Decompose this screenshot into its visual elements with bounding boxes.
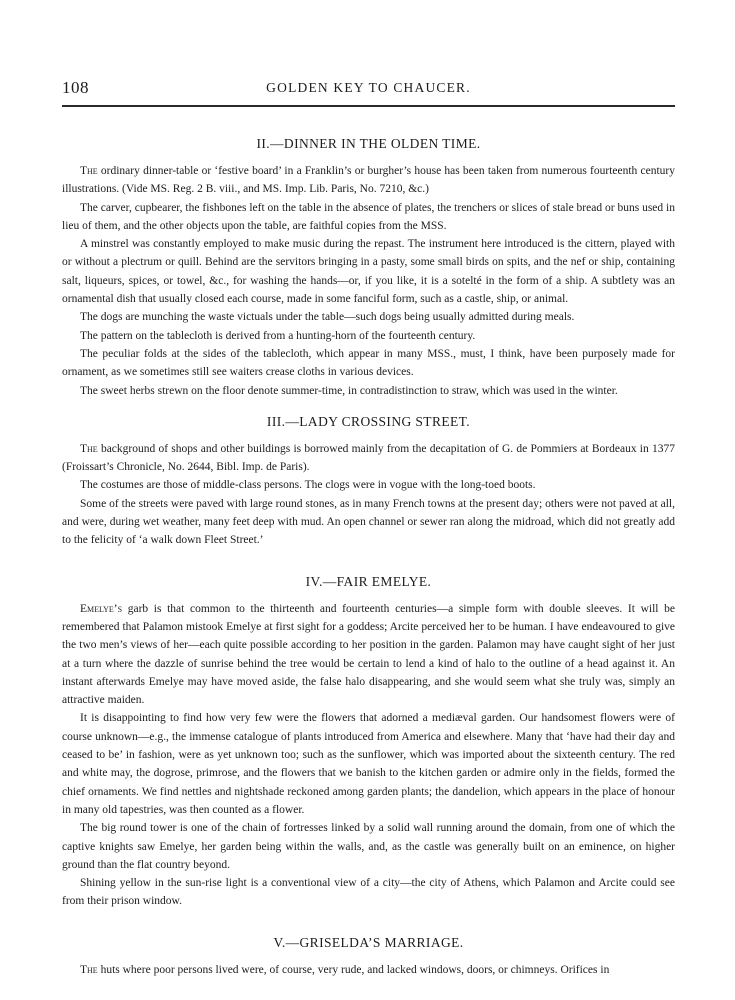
- page-number: 108: [62, 78, 89, 97]
- header-rule: [62, 105, 675, 107]
- paragraph: The ordinary dinner-table or ‘festive board’ in a Franklin’s or burgher’s house has been taken from numerous fourteenth century illustrations. (Vide MS. Reg. 2 B. viii., and MS. Imp. Lib. Paris, No. 7210, &c.): [62, 165, 675, 196]
- paragraph: The pattern on the tablecloth is derived from a hunting-horn of the fourteenth century.: [80, 329, 476, 342]
- paragraph: A minstrel was constantly employed to make music during the repast. The instrument here introduced is the cittern, played with or without a plectrum or quill. Behind are the servitors bringing in a pasty, some small birds on spits, and the nef or ship, containing salt, liqueurs, spices, or towel, &c., for washing the hands—or, if you like, it is a sotelté in the form of a ship. A subtlety was an ornamental dish that usually closed each course, made in some fanciful form, such as a castle, ship, or animal.: [62, 238, 675, 306]
- section-lady-crossing-street: [62, 414, 675, 550]
- page-body: [62, 120, 675, 979]
- section-heading: V.—GRISELDA’S MARRIAGE.: [273, 934, 464, 950]
- paragraph: Emelye’s garb is that common to the thirteenth and fourteenth centuries—a simple form with double sleeves. It will be remembered that Palamon mistook Emelye at first sight for a goddess; Arcite perceived her to be human. I have endeavoured to give the two men’s views of her—each quite possible according to her position in the garden. Palamon may have caught sight of her just at a turn where the dazzle of sunrise behind the tree would be certain to lend a kind of halo to the outline of a head against it. An instant afterwards Emelye may have moved aside, the false halo disappearing, and she would seem what she truly was, simply an attractive maiden.: [62, 602, 675, 707]
- paragraph: It is disappointing to find how very few were the flowers that adorned a mediæval garden. Our handsomest flowers were of course unknown—e.g., the immense catalogue of plants introduced from America and elsewhere. Many that ‘have had their day and ceased to be’ in fashion, were as yet unknown too; such as the sunflower, which was imported about the sixteenth century. The red and white may, the dogrose, primrose, and the flowers that we banish to the kitchen garden or admire only in the fields, formed the chief ornaments. We find nettles and nightshade reckoned among garden plants; the dandelion, which appears in the place of honour in many old tapestries, was then counted as a flower.: [62, 712, 675, 816]
- paragraph: Some of the streets were paved with large round stones, as in many French towns at the present day; others were not paved at all, and were, during wet weather, many feet deep with mud. An open channel or sewer ran along the midroad, which did not greatly add to the felicity of ‘a walk down Fleet Street.’: [62, 497, 675, 547]
- section-griseldas-marriage: [62, 935, 675, 979]
- paragraph: The big round tower is one of the chain of fortresses linked by a solid wall running around the domain, from one of which the captive knights saw Emelye, her garden being within the walls, and, as the castle was generally built on an eminence, on higher ground than the flat country beyond.: [62, 822, 675, 871]
- paragraph: The dogs are munching the waste victuals under the table—such dogs being usually admitted during meals.: [80, 311, 575, 324]
- running-head: [62, 78, 675, 100]
- section-dinner: [62, 136, 675, 400]
- paragraph: The peculiar folds at the sides of the tablecloth, which appear in many MSS., must, I think, have been purposely made for ornament, as we sometimes still see waiters crease cloths in various devices.: [62, 347, 675, 379]
- section-heading: III.—LADY CROSSING STREET.: [266, 413, 471, 429]
- section-heading: II.—DINNER IN THE OLDEN TIME.: [256, 136, 481, 151]
- section-fair-emelye: [62, 574, 675, 911]
- paragraph: The sweet herbs strewn on the floor denote summer-time, in contradistinction to straw, which was used in the winter.: [80, 384, 618, 397]
- paragraph: The background of shops and other buildings is borrowed mainly from the decapitation of G. de Pommiers at Bordeaux in 1377 (Froissart’s Chronicle, No. 2644, Bibl. Imp. de Paris).: [62, 442, 675, 474]
- section-heading: IV.—FAIR EMELYE.: [305, 573, 432, 589]
- paragraph: The huts where poor persons lived were, of course, very rude, and lacked windows, doors, or chimneys. Orifices in: [80, 963, 610, 976]
- paragraph: The carver, cupbearer, the fishbones left on the table in the absence of plates, the trenchers or slices of stale bread or buns used in lieu of them, and the other objects upon the table, are faithful copies from the MSS.: [62, 201, 675, 232]
- paragraph: Shining yellow in the sun-rise light is a conventional view of a city—the city of Athens, which Palamon and Arcite could see from their prison window.: [62, 877, 675, 908]
- running-title: GOLDEN KEY TO CHAUCER.: [266, 80, 471, 95]
- paragraph: The costumes are those of middle-class persons. The clogs were in vogue with the long-toed boots.: [80, 479, 536, 492]
